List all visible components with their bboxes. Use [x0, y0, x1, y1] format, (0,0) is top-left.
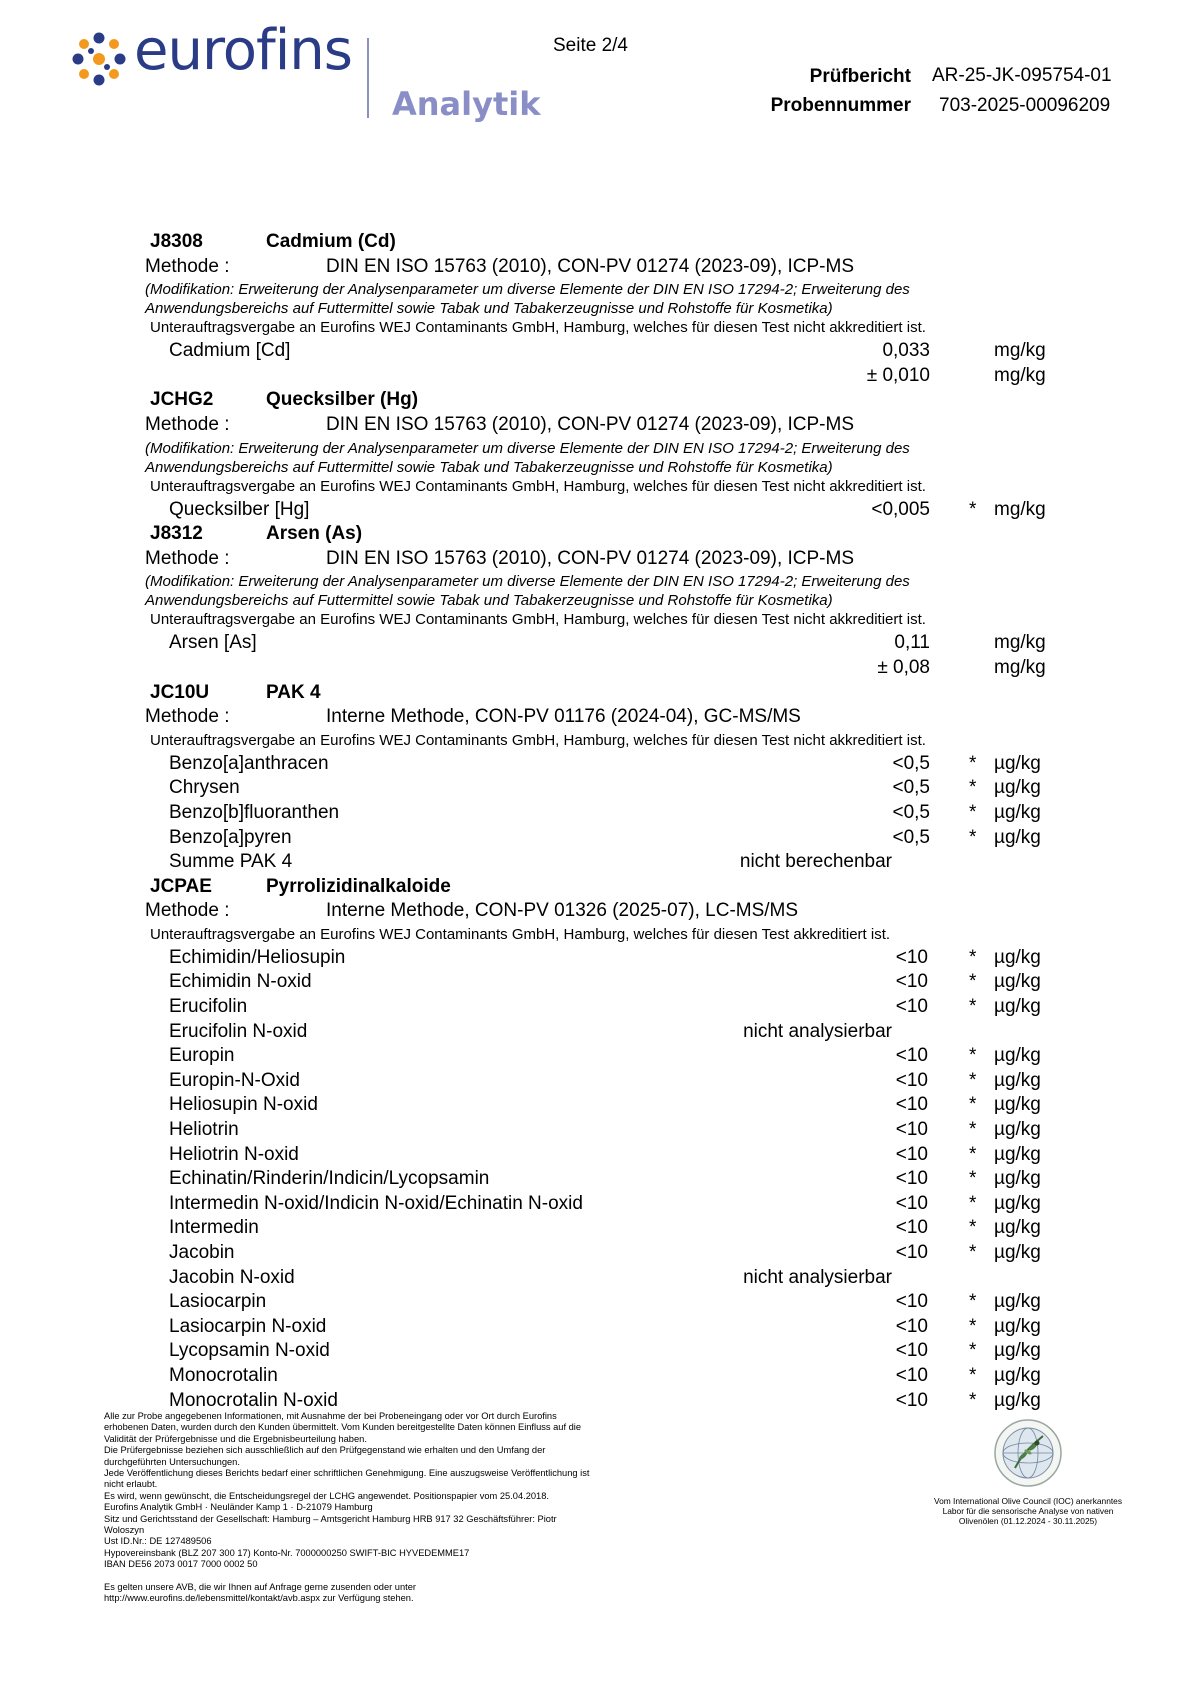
footer-legal — [104, 1411, 664, 1605]
result-row — [0, 1094, 1190, 1119]
footer-line: Jede Veröffentlichung dieses Berichts bedarf einer schriftlichen Genehmigung. Eine auszugsweise Veröffentlichung ist — [104, 1468, 590, 1479]
analyte-name: Lycopsamin N-oxid — [169, 1340, 330, 1362]
footer-line: durchgeführten Untersuchungen. — [104, 1456, 240, 1467]
analyte-unit: µg/kg — [994, 971, 1041, 993]
footer-line: Die Prüfergebnisse beziehen sich ausschließlich auf den Prüfgegenstand wie erhalten und den Umfang der — [104, 1445, 546, 1456]
result-row — [0, 1316, 1190, 1341]
modification-note — [0, 591, 1190, 610]
footer-line: http://www.eurofins.de/lebensmittel/kontakt/avb.aspx zur Verfügung stehen. — [104, 1593, 414, 1604]
analyte-name: Echimidin N-oxid — [169, 971, 312, 993]
uncertainty-value: ± 0,08 — [877, 656, 930, 678]
parameter-code: JC10U — [150, 681, 210, 703]
analyte-name: Europin-N-Oxid — [169, 1069, 300, 1091]
parameter-title: Arsen (As) — [266, 523, 363, 545]
analyte-name: Benzo[b]fluoranthen — [169, 801, 340, 823]
footer-line: Hypovereinsbank (BLZ 207 300 17) Konto-Nr. 7000000250 SWIFT-BIC HYVEDEMME17 — [104, 1547, 470, 1558]
footer-line: Ust ID.Nr.: DE 127489506 — [104, 1536, 212, 1547]
analyte-unit: mg/kg — [994, 340, 1046, 362]
result-row — [0, 971, 1190, 996]
analyte-unit: mg/kg — [994, 498, 1046, 520]
analyte-value: 0,033 — [882, 340, 930, 362]
method-label: Methode : — [145, 547, 230, 569]
footer-line: Eurofins Analytik GmbH · Neuländer Kamp 1 · D-21079 Hamburg — [104, 1502, 373, 1513]
analyte-value: <10 — [895, 971, 928, 993]
analyte-value: <10 — [895, 1217, 928, 1239]
parameter-title: PAK 4 — [266, 681, 321, 703]
analyte-value: <10 — [895, 1094, 928, 1116]
analyte-name: Erucifolin N-oxid — [169, 1020, 308, 1042]
result-row — [0, 851, 1190, 876]
analyte-unit: µg/kg — [994, 801, 1041, 823]
parameter-header — [0, 523, 1190, 548]
subcontract-note — [0, 925, 1190, 947]
result-row — [0, 1340, 1190, 1365]
analyte-value: <10 — [895, 1119, 928, 1141]
method-text: DIN EN ISO 15763 (2010), CON-PV 01274 (2023-09), ICP-MS — [326, 255, 855, 277]
subcontract-note — [0, 318, 1190, 340]
analyte-value: <10 — [895, 1340, 928, 1362]
modification-line: Anwendungsbereichs auf Futtermittel sowie Tabak und Tabakerzeugnisse und Rohstoffe für Kosmetika) — [145, 592, 833, 610]
method-text: Interne Methode, CON-PV 01326 (2025-07), LC-MS/MS — [326, 900, 799, 922]
parameter-title: Pyrrolizidinalkaloide — [266, 875, 451, 897]
analyte-unit: µg/kg — [994, 1069, 1041, 1091]
result-row — [0, 499, 1190, 524]
analyte-value: <10 — [895, 1242, 928, 1263]
subcontract-text: Unterauftragsvergabe an Eurofins WEJ Contaminants GmbH, Hamburg, welches für diesen Test nicht akkreditiert ist. — [150, 477, 926, 495]
analyte-name: Benzo[a]pyren — [169, 826, 292, 848]
analyte-name: Echinatin/Rinderin/Indicin/Lycopsamin — [169, 1168, 490, 1190]
parameter-header — [0, 231, 1190, 256]
modification-line: Anwendungsbereichs auf Futtermittel sowie Tabak und Tabakerzeugnisse und Rohstoffe für Kosmetika) — [145, 458, 833, 476]
analyte-value: <10 — [895, 1315, 928, 1337]
method-row — [0, 706, 1190, 731]
sample-label: Probennummer — [770, 95, 911, 116]
analyte-value: <10 — [895, 1192, 928, 1214]
below-limit-marker: * — [969, 1364, 977, 1386]
result-row — [0, 1045, 1190, 1070]
logo-divider — [367, 38, 369, 118]
ioc-seal-icon — [993, 1418, 1063, 1488]
analyte-unit: mg/kg — [994, 656, 1046, 678]
analyte-value: <10 — [895, 1291, 928, 1313]
analyte-name: Lasiocarpin — [169, 1291, 267, 1313]
analyte-name: Heliosupin N-oxid — [169, 1094, 318, 1116]
method-label: Methode : — [145, 706, 230, 728]
below-limit-marker: * — [969, 1094, 977, 1116]
analyte-unit: µg/kg — [994, 1192, 1041, 1214]
footer-line: Es wird, wenn gewünscht, die Entscheidungsregel der LCHG angewendet. Positionspapier vom 25.04.2018. — [104, 1490, 549, 1501]
below-limit-marker: * — [969, 752, 977, 774]
analyte-name: Heliotrin N-oxid — [169, 1143, 299, 1165]
parameter-code: J8312 — [150, 523, 203, 545]
subcontract-note — [0, 731, 1190, 753]
footer-line: IBAN DE56 2073 0017 7000 0002 50 — [104, 1559, 258, 1570]
analyte-name: Arsen [As] — [169, 632, 257, 654]
parameter-header — [0, 682, 1190, 707]
eurofins-logo-icon — [70, 30, 128, 88]
analyte-value: <10 — [895, 1045, 928, 1067]
result-row — [0, 777, 1190, 802]
method-label: Methode : — [145, 413, 230, 435]
analyte-unit: mg/kg — [994, 364, 1046, 386]
analyte-unit: µg/kg — [994, 946, 1041, 968]
analyte-value: nicht analysierbar — [743, 1020, 892, 1042]
analyte-name: Cadmium [Cd] — [169, 340, 291, 362]
below-limit-marker: * — [969, 1291, 977, 1313]
method-row — [0, 414, 1190, 439]
subcontract-text: Unterauftragsvergabe an Eurofins WEJ Contaminants GmbH, Hamburg, welches für diesen Test nicht akkreditiert ist. — [150, 319, 926, 337]
analyte-name: Lasiocarpin N-oxid — [169, 1315, 327, 1337]
analyte-name: Chrysen — [169, 777, 240, 799]
analyte-unit: µg/kg — [994, 1364, 1041, 1386]
analyte-name: Monocrotalin N-oxid — [169, 1389, 338, 1411]
ioc-note — [930, 1496, 1126, 1526]
result-row — [0, 632, 1190, 657]
footer-line: Sitz und Gerichtsstand der Gesellschaft: Hamburg – Amtsgericht Hamburg HRB 917 32 Geschäftsführer: Piotr — [104, 1513, 557, 1524]
result-row — [0, 753, 1190, 778]
analyte-unit: µg/kg — [994, 1168, 1041, 1190]
analyte-unit: µg/kg — [994, 1217, 1041, 1239]
analyte-unit: µg/kg — [994, 1045, 1041, 1067]
analyte-value: 0,11 — [894, 632, 930, 654]
modification-note — [0, 458, 1190, 477]
ioc-line: Vom International Olive Council (IOC) anerkanntes — [933, 1496, 1123, 1506]
analyte-unit: µg/kg — [994, 752, 1041, 774]
analyte-value: nicht berechenbar — [739, 851, 892, 873]
result-row — [0, 947, 1190, 972]
results-section — [0, 231, 1190, 1414]
sample-number: 703-2025-00096209 — [939, 95, 1111, 116]
modification-line: Anwendungsbereichs auf Futtermittel sowie Tabak und Tabakerzeugnisse und Rohstoffe für Kosmetika) — [145, 300, 833, 318]
parameter-code: JCPAE — [150, 875, 212, 897]
analyte-name: Heliotrin — [169, 1119, 239, 1141]
below-limit-marker: * — [969, 1389, 977, 1411]
analyte-unit: µg/kg — [994, 777, 1041, 799]
parameter-code: J8308 — [150, 231, 203, 252]
footer-line: Es gelten unsere AVB, die wir Ihnen auf Anfrage gerne zusenden oder unter — [104, 1581, 416, 1592]
modification-note — [0, 280, 1190, 299]
subcontract-text: Unterauftragsvergabe an Eurofins WEJ Contaminants GmbH, Hamburg, welches für diesen Test akkreditiert ist. — [150, 925, 891, 943]
below-limit-marker: * — [969, 1069, 977, 1091]
analyte-name: Monocrotalin — [169, 1364, 278, 1386]
footer-line: Alle zur Probe angegebenen Informationen, mit Ausnahme der bei Probeneingang oder vor Ort durch Eurofins — [104, 1411, 557, 1421]
analyte-unit: µg/kg — [994, 1315, 1041, 1337]
page-number: Seite 2/4 — [553, 35, 628, 56]
analyte-name: Echimidin/Heliosupin — [169, 946, 346, 968]
below-limit-marker: * — [969, 1045, 977, 1067]
analyte-unit: µg/kg — [994, 1291, 1041, 1313]
analyte-unit: µg/kg — [994, 826, 1041, 848]
result-row — [0, 996, 1190, 1021]
result-row — [0, 1193, 1190, 1218]
below-limit-marker: * — [969, 996, 977, 1018]
parameter-header — [0, 876, 1190, 901]
method-row — [0, 900, 1190, 925]
below-limit-marker: * — [969, 1340, 977, 1362]
analyte-name: Erucifolin — [169, 996, 248, 1018]
uncertainty-row — [0, 657, 1190, 682]
analyte-value: <10 — [895, 1069, 928, 1091]
result-row — [0, 802, 1190, 827]
analyte-value: <0,5 — [892, 752, 930, 774]
analyte-value: <10 — [895, 996, 928, 1018]
modification-line: (Modifikation: Erweiterung der Analysenparameter um diverse Elemente der DIN EN ISO 17294-2; Erweiterung des — [145, 439, 910, 457]
below-limit-marker: * — [969, 498, 977, 520]
parameter-code: JCHG2 — [150, 389, 214, 411]
analyte-value: <0,5 — [892, 777, 930, 799]
analyte-unit: µg/kg — [994, 1143, 1041, 1165]
footer-line: erhobenen Daten, wurden durch den Kunden übermittelt. Vom Kunden bereitgestellte Daten können Einfluss auf die — [104, 1422, 582, 1433]
analyte-name: Jacobin N-oxid — [169, 1266, 295, 1288]
report-label: Prüfbericht — [809, 66, 911, 87]
analyte-name: Intermedin N-oxid/Indicin N-oxid/Echinatin N-oxid — [169, 1192, 583, 1214]
method-label: Methode : — [145, 255, 230, 277]
below-limit-marker: * — [969, 801, 977, 823]
modification-note — [0, 572, 1190, 591]
result-row — [0, 340, 1190, 365]
uncertainty-row — [0, 365, 1190, 390]
analyte-value: <10 — [895, 946, 928, 968]
analyte-name: Quecksilber [Hg] — [169, 498, 310, 520]
analyte-value: <0,005 — [871, 498, 930, 520]
analyte-unit: µg/kg — [994, 1119, 1041, 1141]
result-row — [0, 1021, 1190, 1046]
below-limit-marker: * — [969, 1192, 977, 1214]
method-text: Interne Methode, CON-PV 01176 (2024-04), GC-MS/MS — [326, 706, 801, 728]
method-row — [0, 256, 1190, 281]
report-number: AR-25-JK-095754-01 — [932, 65, 1112, 86]
parameter-title: Quecksilber (Hg) — [266, 389, 419, 411]
uncertainty-value: ± 0,010 — [866, 364, 930, 386]
method-row — [0, 548, 1190, 573]
below-limit-marker: * — [969, 1217, 977, 1239]
analyte-value: <0,5 — [892, 801, 930, 823]
result-row — [0, 1217, 1190, 1242]
below-limit-marker: * — [969, 777, 977, 799]
below-limit-marker: * — [969, 1242, 977, 1263]
result-row — [0, 1168, 1190, 1193]
logo-wordmark: eurofins — [134, 18, 352, 83]
modification-line: (Modifikation: Erweiterung der Analysenparameter um diverse Elemente der DIN EN ISO 17294-2; Erweiterung des — [145, 573, 910, 591]
analyte-name: Benzo[a]anthracen — [169, 752, 329, 774]
subcontract-note — [0, 477, 1190, 499]
footer-line: nicht erlaubt. — [104, 1479, 158, 1490]
method-label: Methode : — [145, 900, 230, 922]
analyte-value: <10 — [895, 1168, 928, 1190]
analyte-unit: µg/kg — [994, 1389, 1041, 1411]
method-text: DIN EN ISO 15763 (2010), CON-PV 01274 (2023-09), ICP-MS — [326, 547, 855, 569]
result-row — [0, 1365, 1190, 1390]
analyte-unit: µg/kg — [994, 1340, 1041, 1362]
subcontract-text: Unterauftragsvergabe an Eurofins WEJ Contaminants GmbH, Hamburg, welches für diesen Test nicht akkreditiert ist. — [150, 611, 926, 629]
footer-line: Woloszyn — [104, 1525, 145, 1536]
modification-note — [0, 299, 1190, 318]
below-limit-marker: * — [969, 826, 977, 848]
analyte-unit: µg/kg — [994, 1094, 1041, 1116]
analyte-name: Jacobin — [169, 1242, 235, 1263]
result-row — [0, 1070, 1190, 1095]
below-limit-marker: * — [969, 971, 977, 993]
below-limit-marker: * — [969, 1168, 977, 1190]
ioc-line: Olivenölen (01.12.2024 - 30.11.2025) — [958, 1516, 1098, 1526]
modification-line: (Modifikation: Erweiterung der Analysenparameter um diverse Elemente der DIN EN ISO 17294-2; Erweiterung des — [145, 281, 910, 299]
result-row — [0, 1119, 1190, 1144]
analyte-name: Summe PAK 4 — [169, 851, 293, 873]
result-row — [0, 1144, 1190, 1169]
below-limit-marker: * — [969, 1119, 977, 1141]
logo-subtitle: Analytik — [392, 85, 541, 123]
analyte-unit: µg/kg — [994, 1242, 1041, 1263]
result-row — [0, 1242, 1190, 1267]
analyte-value: nicht analysierbar — [743, 1266, 892, 1288]
result-row — [0, 827, 1190, 852]
result-row — [0, 1267, 1190, 1292]
modification-note — [0, 439, 1190, 458]
analyte-value: <10 — [895, 1389, 928, 1411]
analyte-value: <10 — [895, 1143, 928, 1165]
analyte-name: Europin — [169, 1045, 235, 1067]
footer-spacer — [104, 1571, 664, 1582]
analyte-unit: µg/kg — [994, 996, 1041, 1018]
parameter-title: Cadmium (Cd) — [266, 231, 396, 252]
ioc-line: Labor für die sensorische Analyse von nativen — [942, 1506, 1114, 1516]
subcontract-text: Unterauftragsvergabe an Eurofins WEJ Contaminants GmbH, Hamburg, welches für diesen Test nicht akkreditiert ist. — [150, 731, 926, 749]
method-text: DIN EN ISO 15763 (2010), CON-PV 01274 (2023-09), ICP-MS — [326, 413, 855, 435]
footer-line: Validität der Prüfergebnisse und die Ergebnisbeurteilung haben. — [104, 1433, 367, 1444]
result-row — [0, 1291, 1190, 1316]
eurofins-logo — [70, 18, 370, 92]
analyte-name: Intermedin — [169, 1217, 259, 1239]
below-limit-marker: * — [969, 946, 977, 968]
analyte-unit: mg/kg — [994, 632, 1046, 654]
analyte-value: <0,5 — [892, 826, 930, 848]
parameter-header — [0, 389, 1190, 414]
below-limit-marker: * — [969, 1315, 977, 1337]
below-limit-marker: * — [969, 1143, 977, 1165]
subcontract-note — [0, 610, 1190, 632]
analyte-value: <10 — [895, 1364, 928, 1386]
